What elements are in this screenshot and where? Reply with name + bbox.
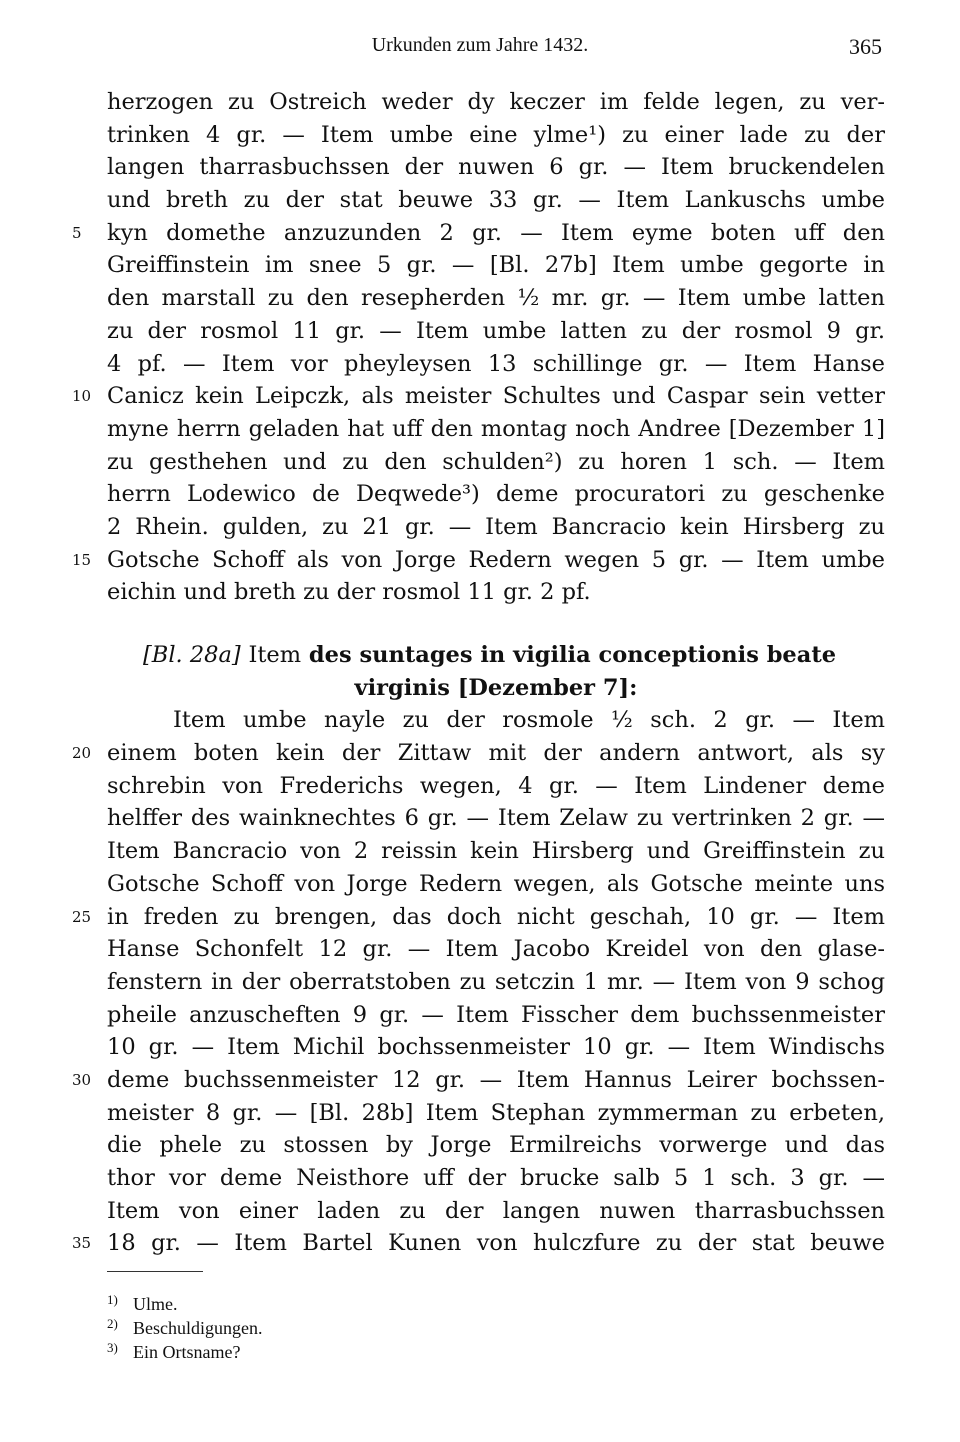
text-line: langen tharrasbuchssen der nuwen 6 gr. — Item bruckendelen — [107, 154, 885, 181]
text-line: Gotsche Schoff von Jorge Redern wegen, als Gotsche meinte uns — [107, 870, 885, 897]
text-line: thor vor deme Neisthore uff der brucke salb 5 1 sch. 3 gr. — — [107, 1165, 885, 1191]
footnote-divider — [107, 1271, 203, 1272]
line-number: 25 — [72, 907, 92, 926]
text-line: einem boten kein der Zittaw mit der andern antwort, als sy — [107, 740, 885, 767]
text-line: 4 pf. — Item vor pheyleysen 13 schillinge gr. — Item Hanse — [107, 350, 885, 377]
text-line: meister 8 gr. — [Bl. 28b] Item Stephan zymmerman zu erbeten, — [107, 1099, 885, 1126]
heading-bold-line-2: virginis [Dezember 7]: — [354, 674, 638, 701]
footnote-mark: 3) — [107, 1340, 118, 1355]
heading-bold-line-1: des suntages in vigilia conceptionis beate — [308, 642, 837, 668]
text-line: zu der rosmol 11 gr. — Item umbe latten zu der rosmol 9 gr. — [107, 317, 885, 344]
heading-item: Item — [248, 642, 302, 668]
page-number: 365 — [849, 34, 882, 59]
line-number: 15 — [72, 550, 92, 569]
text-line: Greiffinstein im snee 5 gr. — [Bl. 27b] Item umbe gegorte in — [107, 252, 885, 279]
folio-reference: [Bl. 28a] — [143, 642, 241, 668]
line-number: 20 — [72, 744, 92, 763]
text-line: 10 gr. — Item Michil bochssenmeister 10 gr. — Item Windischs — [107, 1034, 885, 1061]
footnote-text: Ulme. — [133, 1294, 178, 1314]
text-line: den marstall zu den resepherden ½ mr. gr. — Item umbe latten — [107, 285, 885, 312]
line-number: 10 — [72, 387, 92, 406]
text-line: Canicz kein Leipczk, als meister Schultes und Caspar sein vetter — [107, 383, 885, 410]
main-text — [72, 86, 885, 1260]
text-line: deme buchssenmeister 12 gr. — Item Hannus Leirer bochssen- — [107, 1066, 885, 1093]
footnote-text: Beschuldigungen. — [133, 1318, 263, 1338]
text-line: myne herrn geladen hat uff den montag noch Andree [Dezember 1] — [107, 415, 885, 442]
text-line: in freden zu brengen, das doch nicht geschah, 10 gr. — Item — [107, 903, 885, 930]
text-line: helffer des wainknechtes 6 gr. — Item Zelaw zu vertrinken 2 gr. — — [107, 805, 885, 832]
line-number: 30 — [72, 1070, 92, 1089]
footnote-mark: 2) — [107, 1316, 118, 1331]
footnote — [107, 1316, 262, 1340]
text-line: herrn Lodewico de Deqwede³) deme procuratori zu geschenke — [107, 481, 885, 508]
text-line: die phele zu stossen by Jorge Ermilreichs vorwerge und das — [107, 1132, 885, 1159]
text-line: Item von einer laden zu der langen nuwen tharrasbuchssen — [107, 1197, 885, 1224]
text-line: trinken 4 gr. — Item umbe eine ylme¹) zu einer lade zu der — [107, 121, 885, 148]
footnote-mark: 1) — [107, 1292, 118, 1307]
text-line: Hanse Schonfelt 12 gr. — Item Jacobo Kreidel von den glase- — [107, 936, 885, 963]
text-line: 18 gr. — Item Bartel Kunen von hulczfure zu der stat beuwe — [107, 1230, 885, 1257]
line-number: 5 — [72, 223, 82, 242]
page-header — [0, 34, 960, 64]
text-line: zu gesthehen und zu den schulden²) zu horen 1 sch. — Item — [107, 448, 885, 475]
text-line: 2 Rhein. gulden, zu 21 gr. — Item Bancracio kein Hirsberg zu — [107, 513, 885, 540]
line-number: 35 — [72, 1234, 92, 1253]
footnote-text: Ein Ortsname? — [133, 1342, 241, 1362]
text-line: Item umbe nayle zu der rosmole ½ sch. 2 gr. — Item — [173, 707, 885, 734]
text-line: Gotsche Schoff als von Jorge Redern wegen 5 gr. — Item umbe — [107, 546, 885, 573]
footnotes — [107, 1292, 262, 1364]
text-line: pheile anzuscheften 9 gr. — Item Fisscher dem buchssenmeister — [107, 1001, 885, 1028]
text-line: und breth zu der stat beuwe 33 gr. — Item Lankuschs umbe — [107, 187, 885, 214]
footnote — [107, 1340, 262, 1364]
section-heading — [107, 639, 885, 672]
text-line: Item Bancracio von 2 reissin kein Hirsberg und Greiffinstein zu — [107, 838, 885, 865]
text-line: kyn domethe anzuzunden 2 gr. — Item eyme boten uff den — [107, 219, 885, 246]
footnote — [107, 1292, 262, 1316]
text-line: schrebin von Frederichs wegen, 4 gr. — Item Lindener deme — [107, 772, 885, 799]
text-line: eichin und breth zu der rosmol 11 gr. 2 pf. — [107, 579, 591, 606]
text-line: herzogen zu Ostreich weder dy keczer im felde legen, zu ver- — [107, 89, 885, 115]
text-line: fenstern in der oberratstoben zu setczin 1 mr. — Item von 9 schog — [107, 968, 885, 995]
running-title: Urkunden zum Jahre 1432. — [371, 34, 589, 56]
